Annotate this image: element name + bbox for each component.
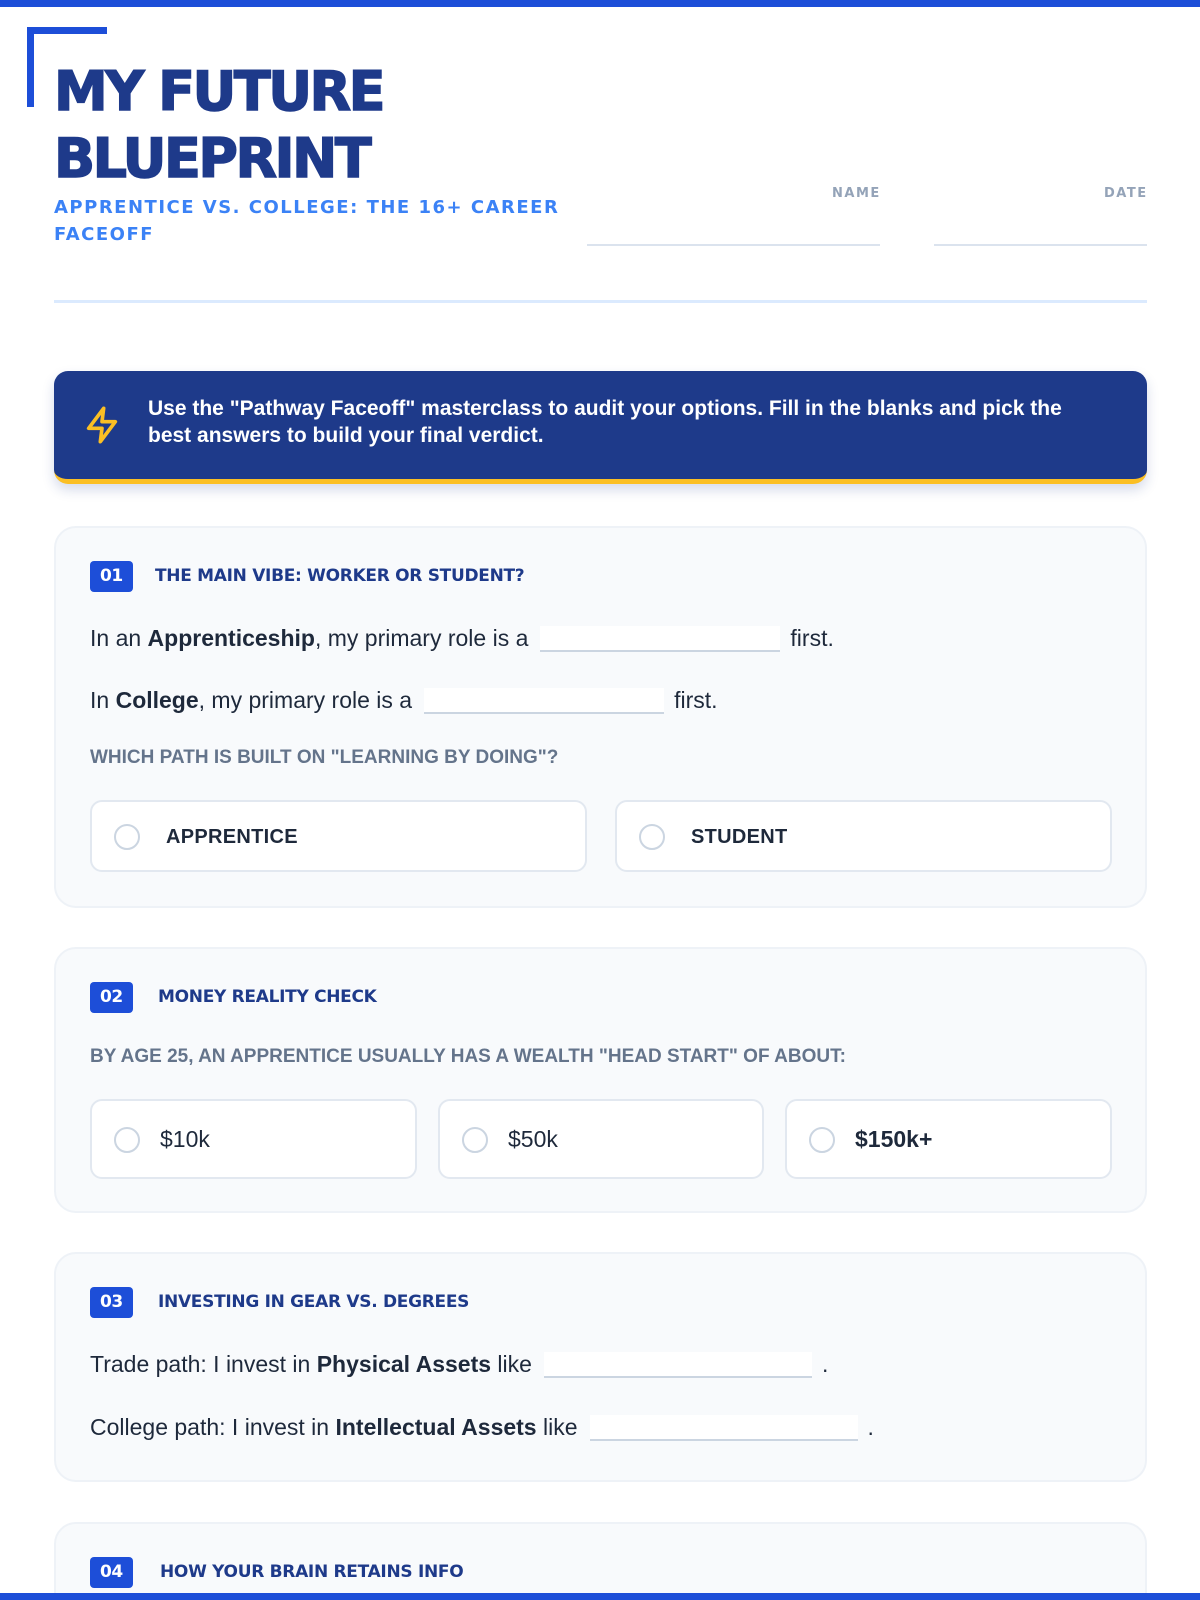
page-title <box>54 58 554 192</box>
option-label: $150k+ <box>855 1126 933 1152</box>
section-number-badge: 04 <box>90 1557 133 1588</box>
section-title: HOW YOUR BRAIN RETAINS INFO <box>160 1562 464 1582</box>
blank-input[interactable] <box>544 1352 812 1378</box>
name-label: NAME <box>832 186 881 201</box>
fill-in-sentence: Trade path: I invest in Physical Assets like . <box>90 1351 829 1377</box>
section-card-03 <box>54 1252 1147 1482</box>
top-accent-bar <box>0 0 1200 7</box>
option-label: APPRENTICE <box>166 826 298 848</box>
radio-button[interactable] <box>809 1127 835 1153</box>
blank-input[interactable] <box>590 1415 858 1441</box>
section-title: INVESTING IN GEAR VS. DEGREES <box>158 1292 470 1312</box>
section-card-02 <box>54 947 1147 1213</box>
option-10k[interactable] <box>90 1099 417 1179</box>
option-label: STUDENT <box>691 826 788 848</box>
title-line-2: BLUEPRINT <box>54 127 370 190</box>
section-title: MONEY REALITY CHECK <box>158 987 377 1007</box>
date-field[interactable] <box>934 244 1147 246</box>
radio-button[interactable] <box>114 824 140 850</box>
section-card-01 <box>54 526 1147 908</box>
question-text: WHICH PATH IS BUILT ON "LEARNING BY DOING"? <box>90 747 559 768</box>
section-title: THE MAIN VIBE: WORKER OR STUDENT? <box>155 566 525 586</box>
option-label: $10k <box>160 1126 210 1152</box>
option-student[interactable] <box>615 800 1112 872</box>
section-number-badge: 01 <box>90 561 133 592</box>
bottom-accent-bar <box>0 1593 1200 1600</box>
fill-in-sentence: In an Apprenticeship, my primary role is a first. <box>90 625 834 651</box>
radio-button[interactable] <box>639 824 665 850</box>
section-card-04 <box>54 1522 1147 1600</box>
instruction-text: Use the "Pathway Faceoff" masterclass to audit your options. Fill in the blanks and pick the best answers to build your final verdict. <box>148 397 1062 447</box>
header-divider <box>54 300 1147 303</box>
option-50k[interactable] <box>438 1099 764 1179</box>
blank-input[interactable] <box>424 688 664 714</box>
section-number-badge: 02 <box>90 982 133 1013</box>
page-subtitle: APPRENTICE VS. COLLEGE: THE 16+ CAREER FACEOFF <box>54 197 560 245</box>
section-number-badge: 03 <box>90 1287 133 1318</box>
fill-in-sentence: College path: I invest in Intellectual Assets like . <box>90 1414 874 1440</box>
blank-input[interactable] <box>540 626 780 652</box>
radio-button[interactable] <box>462 1127 488 1153</box>
option-150k[interactable] <box>785 1099 1112 1179</box>
name-field[interactable] <box>587 244 880 246</box>
lightning-bolt-icon <box>82 405 122 445</box>
option-label: $50k <box>508 1126 558 1152</box>
title-line-1: MY FUTURE <box>54 60 384 123</box>
date-label: DATE <box>1104 186 1148 201</box>
option-apprentice[interactable] <box>90 800 587 872</box>
fill-in-sentence: In College, my primary role is a first. <box>90 687 718 713</box>
radio-button[interactable] <box>114 1127 140 1153</box>
question-text: BY AGE 25, AN APPRENTICE USUALLY HAS A WEALTH "HEAD START" OF ABOUT: <box>90 1046 846 1067</box>
instruction-banner <box>54 371 1147 484</box>
